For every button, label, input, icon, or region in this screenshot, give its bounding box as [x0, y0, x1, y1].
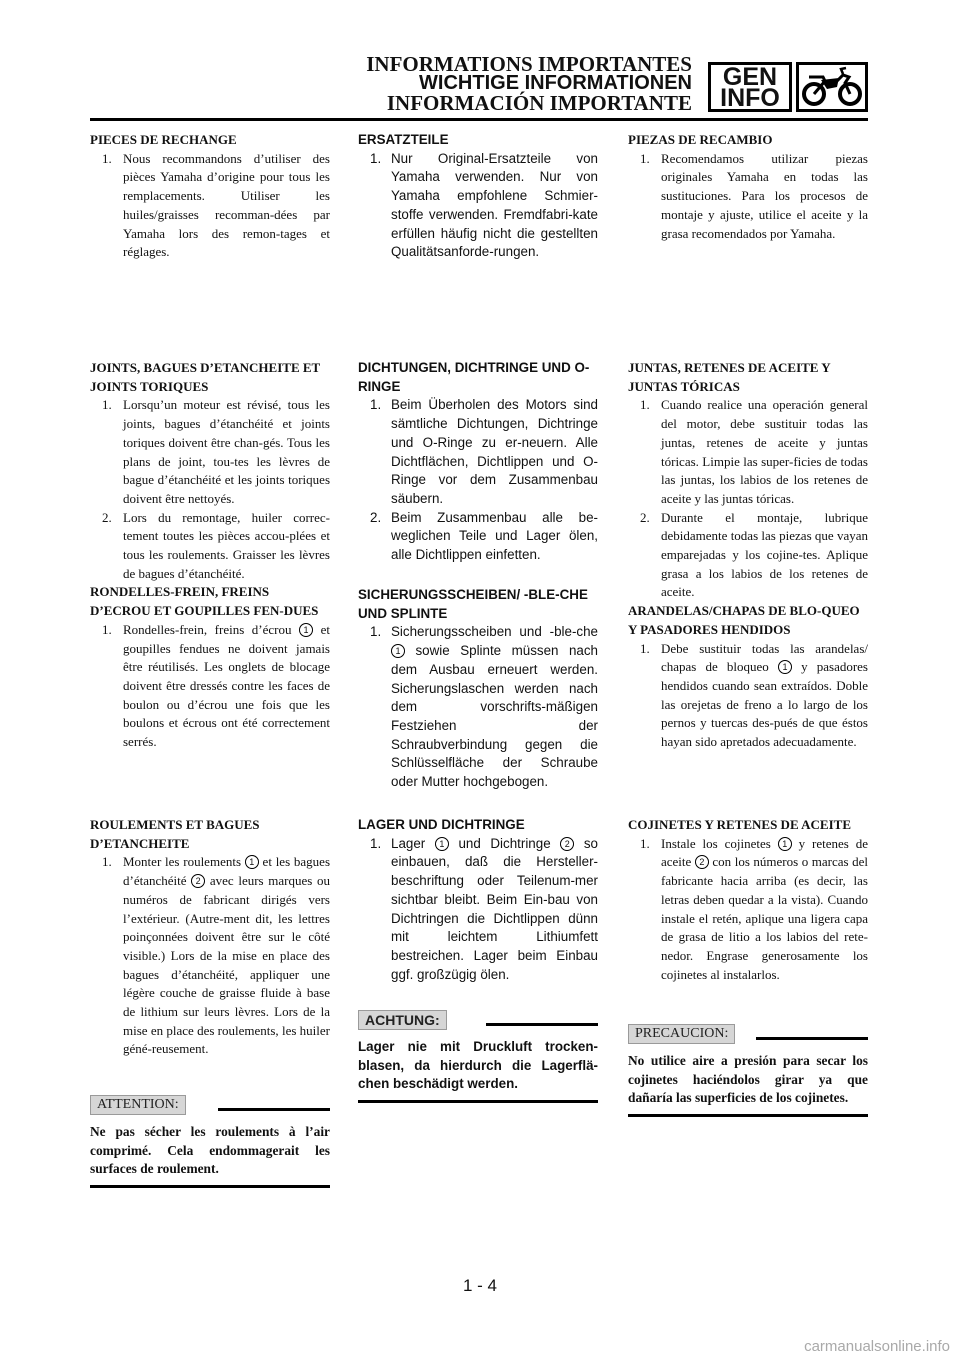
es-heading-lock-washers: ARANDELAS/CHAPAS DE BLO-QUEO Y PASADORES HENDIDOS — [628, 603, 860, 637]
es-item: 2. Durante el montaje, lubrique debidamente todas las piezas que vayan emparejadas y los cojine-tes. Aplique grasa a los labios de los retenes de aceite. — [640, 509, 868, 600]
callout-2: 2 — [695, 855, 709, 869]
de-item: 1. Nur Original-Ersatzteile von Yamaha verwenden. Nur von Yamaha empfohlene Schmier-stoffe verwenden. Fremdfabri-kate erfüllen häufig nicht die gestellten Qualitätsanforde-rungen. — [370, 150, 598, 260]
de-caution-box — [358, 1010, 598, 1103]
header-title-fr: INFORMATIONS IMPORTANTES — [366, 52, 692, 76]
de-caution-label: ACHTUNG: — [358, 1010, 447, 1030]
de-heading-bearings: LAGER UND DICHTRINGE — [358, 817, 525, 832]
de-item: 1. Sicherungsscheiben und -ble-che 1 sowie Splinte müssen nach dem Ausbau erneuert werden. Sicherungslaschen werden nach dem vorschrifts-mäßigen Festziehen der Schraubverbindung gegen die Schlüsselfläche der Schraube oder Mutter hochgebogen. — [370, 624, 598, 790]
fr-caution-text: Ne pas sécher les roulements à l’air comprimé. Cela endommagerait les surfaces de roulement. — [90, 1124, 330, 1177]
de-item: 1. Beim Überholen des Motors sind sämtliche Dichtungen, Dichtringe und O-Ringe zu er-neuern. Alle Dichtflächen, Dichtlippen und O-Ringe vor dem Zusammenbau säubern. — [370, 397, 598, 506]
de-section-spare-parts — [358, 131, 598, 262]
fr-item: 1. Nous recommandons d’utiliser des pièces Yamaha d’origine pour tous les remplacements. Utiliser les huiles/graisses recomman-dées par Yamaha lors des remon-tages et réglages. — [102, 150, 330, 260]
es-heading-spare-parts: PIEZAS DE RECAMBIO — [628, 132, 773, 147]
es-item: 1. Instale los cojinetes 1 y retenes de aceite 2 con los números o marcas del fabricante hacia arriba (es decir, las letras deben quedar a la vista). Cuando instale el retén, aplique una ligera capa de grasa de litio a los labios del rete-nedor. Engrase generosamente los cojinetes al instalarlos. — [640, 835, 869, 982]
fr-item: 1. Lorsqu’un moteur est révisé, tous les joints, bagues d’étanchéité et joints toriques doivent être chan-gés. Tous les plans de joint, tou-tes les lèvres de bague d’étanchéité et les joints toriques doivent être nettoyés. — [102, 397, 330, 506]
motorcycle-icon — [796, 62, 868, 112]
es-caution-label: PRECAUCION: — [628, 1024, 735, 1044]
fr-section-bearings — [90, 816, 330, 1059]
es-section-gaskets — [628, 359, 868, 752]
de-item: 2. Beim Zusammenbau alle be-weglichen Teile und Lager ölen, alle Dichtlippen einfetten. — [370, 509, 598, 563]
callout-1: 1 — [299, 623, 313, 637]
de-item: 1. Lager 1 und Dichtringe 2 so einbauen, daß die Hersteller-beschriftung oder Teilenum-mer sichtbar bleibt. Beim Ein-bau von Dichtringen die Dichtlippen dünn mit leichtem Lithiumfett bestreichen. Lager beim Einbau ggf. großzügig ölen. — [370, 835, 598, 982]
es-section-bearings — [628, 816, 868, 984]
es-caution-box — [628, 1024, 868, 1117]
fr-heading-gaskets: JOINTS, BAGUES D’ETANCHEITE ET JOINTS TORIQUES — [90, 360, 320, 394]
fr-item: 2. Lors du remontage, huiler correc-tement toutes les pièces accou-plées et tous les roulements. Graisser les lèvres de bagues d’étanchéité. — [102, 509, 330, 581]
es-caution-text: No utilice aire a presión para secar los cojinetes haciéndolos girar ya que dañaría las superficies de los cojinetes. — [628, 1053, 868, 1106]
de-section-gaskets — [358, 359, 598, 565]
callout-1: 1 — [245, 855, 259, 869]
fr-section-gaskets — [90, 359, 330, 752]
fr-section-spare-parts — [90, 131, 330, 262]
callout-1: 1 — [435, 837, 449, 851]
es-section-spare-parts — [628, 131, 868, 243]
de-section-bearings — [358, 816, 598, 984]
es-heading-bearings: COJINETES Y RETENES DE ACEITE — [628, 817, 851, 832]
fr-item: 1. Monter les roulements 1 et les bagues d’étanchéité 2 avec leurs marques ou numéros de fabricant dirigés vers l’extérieur. (Autre-ment dit, les lettres poinçonnées doivent être sur le côté visible.) Lors de la mise en place des bagues d’étanchéité, appliquer une légère couche de graisse fluide à base de lithium sur leurs lèvres. Lors de la mise en place des roulements, les huiler géné-reusement. — [102, 854, 330, 1057]
watermark: carmanualsonline.info — [804, 1338, 950, 1355]
fr-heading-bearings: ROULEMENTS ET BAGUES D’ETANCHEITE — [90, 817, 260, 851]
header-title-de: WICHTIGE INFORMATIONEN — [419, 72, 692, 94]
header-rule — [90, 118, 868, 121]
de-heading-spare-parts: ERSATZTEILE — [358, 132, 449, 147]
callout-2: 2 — [560, 837, 574, 851]
section-badge-line2: INFO — [720, 84, 780, 112]
section-badge-line1: GEN — [722, 63, 778, 91]
callout-2: 2 — [191, 874, 205, 888]
section-badge — [708, 62, 792, 112]
es-item: 1. Recomendamos utilizar piezas originales Yamaha en todas las sustituciones. Para los procesos de montaje y ajuste, utilice el aceite y la grasa recomendados por Yamaha. — [640, 150, 868, 241]
page-header — [0, 0, 960, 130]
de-section-lock-washers — [358, 586, 598, 792]
fr-heading-spare-parts: PIECES DE RECHANGE — [90, 132, 237, 147]
de-heading-gaskets: DICHTUNGEN, DICHTRINGE UND O-RINGE — [358, 360, 590, 394]
callout-1: 1 — [778, 660, 792, 674]
fr-item: 1. Rondelles-frein, freins d’écrou 1 et goupilles fendues ne doivent jamais être réutilisés. Les onglets de blocage doivent être dressés contre les faces de boulon ou d’écrou une fois que les boulons et écrous ont été correctement serrés. — [102, 621, 330, 750]
fr-heading-lock-washers: RONDELLES-FREIN, FREINS D’ECROU ET GOUPILLES FEN-DUES — [90, 584, 319, 619]
header-title-es: INFORMACIÓN IMPORTANTE — [386, 91, 692, 115]
callout-1: 1 — [391, 644, 405, 658]
es-item: 1. Cuando realice una operación general del motor, debe sustituir todas las juntas, retenes de aceite y juntas tóricas. Limpie las super-ficies de todas las juntas, los labios de los retenes de aceite y las juntas tóricas. — [640, 397, 868, 506]
es-item: 1. Debe sustituir todas las arandelas/ chapas de bloqueo 1 y pasadores hendidos cuando sean extraídos. Doble las orejetas de freno a lo largo de los pernos y tuercas des-pués de que éstos hayan sido apretados adecuadamente. — [640, 640, 868, 750]
page-number: 1 - 4 — [462, 1276, 498, 1295]
callout-1: 1 — [778, 837, 792, 851]
fr-caution-label: ATTENTION: — [90, 1095, 186, 1115]
es-heading-gaskets: JUNTAS, RETENES DE ACEITE Y JUNTAS TÓRICAS — [628, 360, 831, 394]
de-heading-lock-washers: SICHERUNGSSCHEIBEN/ -BLE-CHE UND SPLINTE — [358, 587, 588, 621]
de-caution-text: Lager nie mit Druckluft trocken-blasen, da hierdurch die Lagerflä-chen beschädigt werden. — [358, 1039, 598, 1092]
fr-caution-box — [90, 1095, 330, 1188]
